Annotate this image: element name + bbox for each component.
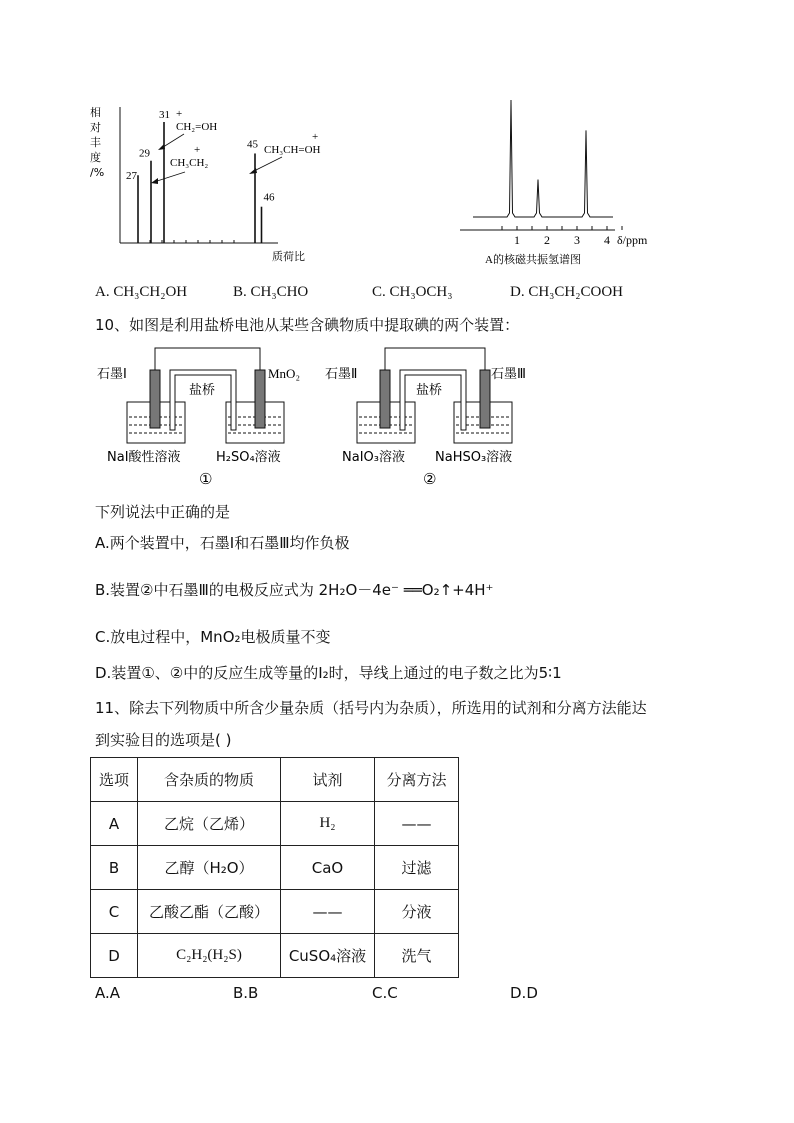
q11-stem-line1: 11、除去下列物质中所含少量杂质（括号内为杂质），所选用的试剂和分离方法能达 (95, 699, 647, 717)
cell2-left-label: 石墨Ⅱ (325, 367, 358, 382)
table-cell: CuSO₄溶液 (281, 934, 375, 978)
ms-plus-2: + (194, 144, 201, 156)
nmr-ticks (502, 226, 622, 247)
table-cell: —— (281, 890, 375, 934)
ms-peak-label-45: 45 (247, 138, 258, 151)
table-header-row (91, 758, 459, 802)
ms-ylabel-char: 对 (90, 121, 101, 134)
nmr-tick-label: 3 (574, 233, 580, 247)
header-cell: 试剂 (281, 758, 375, 802)
table-cell: 乙烷（乙烯） (138, 802, 281, 846)
q11-stem-line2: 到实验目的选项是( ) (95, 731, 232, 749)
q10-option-a: A.两个装置中，石墨Ⅰ和石墨Ⅲ均作负极 (95, 534, 350, 552)
q10-option-c: C.放电过程中，MnO₂电极质量不变 (95, 628, 331, 646)
table-cell: A (91, 802, 138, 846)
q11-option-b: B.B (233, 984, 259, 1002)
ms-ylabel-char: 丰 (90, 136, 101, 149)
ms-ylabel-char: 度 (90, 151, 101, 164)
cell1-left-electrode (150, 370, 160, 428)
nmr-axis-label: δ/ppm (617, 233, 648, 247)
q11-option-d: D.D (510, 984, 538, 1002)
cell-1 (97, 348, 300, 488)
header-cell: 选项 (91, 758, 138, 802)
ms-ann-ch2oh: CH₂=OH (176, 121, 218, 133)
ms-plus-1: + (176, 108, 183, 120)
cell2-left-electrode (380, 370, 390, 428)
table-cell: 洗气 (375, 934, 459, 978)
ms-arrowhead-31 (158, 144, 165, 150)
table-cell: —— (375, 802, 459, 846)
q10-option-d: D.装置①、②中的反应生成等量的I₂时，导线上通过的电子数之比为5∶1 (95, 664, 562, 682)
mass-spectrum-chart (90, 100, 340, 262)
cell2-salt-bridge (400, 370, 466, 430)
q11-option-a: A.A (95, 984, 121, 1002)
cell2-wire (385, 348, 485, 370)
table-cell: B (91, 846, 138, 890)
cell2-left-solution: NaIO₃溶液 (342, 450, 405, 465)
q9-option-b: B. CH₃CHO (233, 284, 309, 300)
q9-option-c: C. CH₃OCH₃ (372, 284, 453, 300)
ms-ann-ch3choh: CH₃CH=OH (264, 144, 321, 156)
table-cell: C (91, 890, 138, 934)
nmr-tick-label: 2 (544, 233, 550, 247)
table-row (91, 934, 459, 978)
table-cell: D (91, 934, 138, 978)
cell2-right-electrode (480, 370, 490, 428)
q10-option-b: B.装置②中石墨Ⅲ的电极反应式为 2H₂O－4e⁻ ══O₂↑+4H⁺ (95, 581, 494, 599)
table-cell: 乙醇（H₂O） (138, 846, 281, 890)
table-cell: C₂H₂(H₂S) (138, 934, 281, 978)
ms-arrow-45 (252, 157, 282, 172)
q10-stem: 10、如图是利用盐桥电池从某些含碘物质中提取碘的两个装置： (95, 316, 520, 334)
ms-peak-label-29: 29 (139, 147, 150, 160)
q10-apparatus-diagram (95, 342, 545, 492)
ms-arrowhead-29 (151, 178, 158, 184)
cell1-left-label: 石墨Ⅰ (97, 367, 127, 382)
cell2-right-label: 石墨Ⅲ (491, 367, 526, 382)
cell1-left-solution: NaI酸性溶液 (107, 450, 181, 465)
header-cell: 含杂质的物质 (138, 758, 281, 802)
nmr-chart (455, 95, 665, 275)
cell1-right-label: MnO₂ (268, 366, 300, 381)
table-cell: 分液 (375, 890, 459, 934)
ms-arrowhead-45 (249, 168, 257, 174)
ms-plus-3: + (312, 131, 319, 143)
ms-xlabel: 质荷比 (272, 251, 305, 262)
ms-peak-label-27: 27 (126, 170, 137, 183)
header-cell: 分离方法 (375, 758, 459, 802)
ms-peak-label-31: 31 (159, 109, 170, 121)
q10-prompt: 下列说法中正确的是 (95, 503, 231, 521)
ms-arrow-29 (154, 172, 185, 182)
ms-peak-label-46: 46 (263, 191, 275, 204)
cell1-number: ① (199, 470, 213, 488)
nmr-caption: A的核磁共振氢谱图 (485, 254, 581, 266)
nmr-tick-label: 1 (514, 233, 520, 247)
cell2-number: ② (423, 470, 437, 488)
table-cell: H₂ (281, 802, 375, 846)
cell2-right-solution: NaHSO₃溶液 (435, 450, 513, 465)
q11-options-table (90, 757, 459, 978)
table-cell: 乙酸乙酯（乙酸） (138, 890, 281, 934)
ms-ann-ch3ch2: CH₃CH₂ (170, 157, 209, 169)
nmr-spectrum-line (473, 100, 613, 217)
table-cell: CaO (281, 846, 375, 890)
table-row (91, 846, 459, 890)
nmr-trace (473, 100, 613, 217)
nmr-tick-label: 4 (604, 233, 610, 247)
ms-ylabel-char: 相 (90, 106, 101, 119)
q9-option-d: D. CH₃CH₂COOH (510, 284, 623, 300)
cell1-wire (155, 348, 260, 370)
q11-option-c: C.C (372, 984, 398, 1002)
ms-ylabel-char: /% (90, 166, 105, 179)
table-row (91, 802, 459, 846)
cell-2 (325, 348, 526, 488)
table-row (91, 890, 459, 934)
q9-option-a: A. CH₃CH₂OH (95, 284, 188, 300)
cell1-right-electrode (255, 370, 265, 428)
cell1-right-solution: H₂SO₄溶液 (216, 450, 281, 465)
table-cell: 过滤 (375, 846, 459, 890)
cell2-bridge-label: 盐桥 (416, 383, 443, 398)
mass-spectrum-ylabel (90, 105, 104, 179)
cell1-bridge-label: 盐桥 (189, 383, 216, 398)
